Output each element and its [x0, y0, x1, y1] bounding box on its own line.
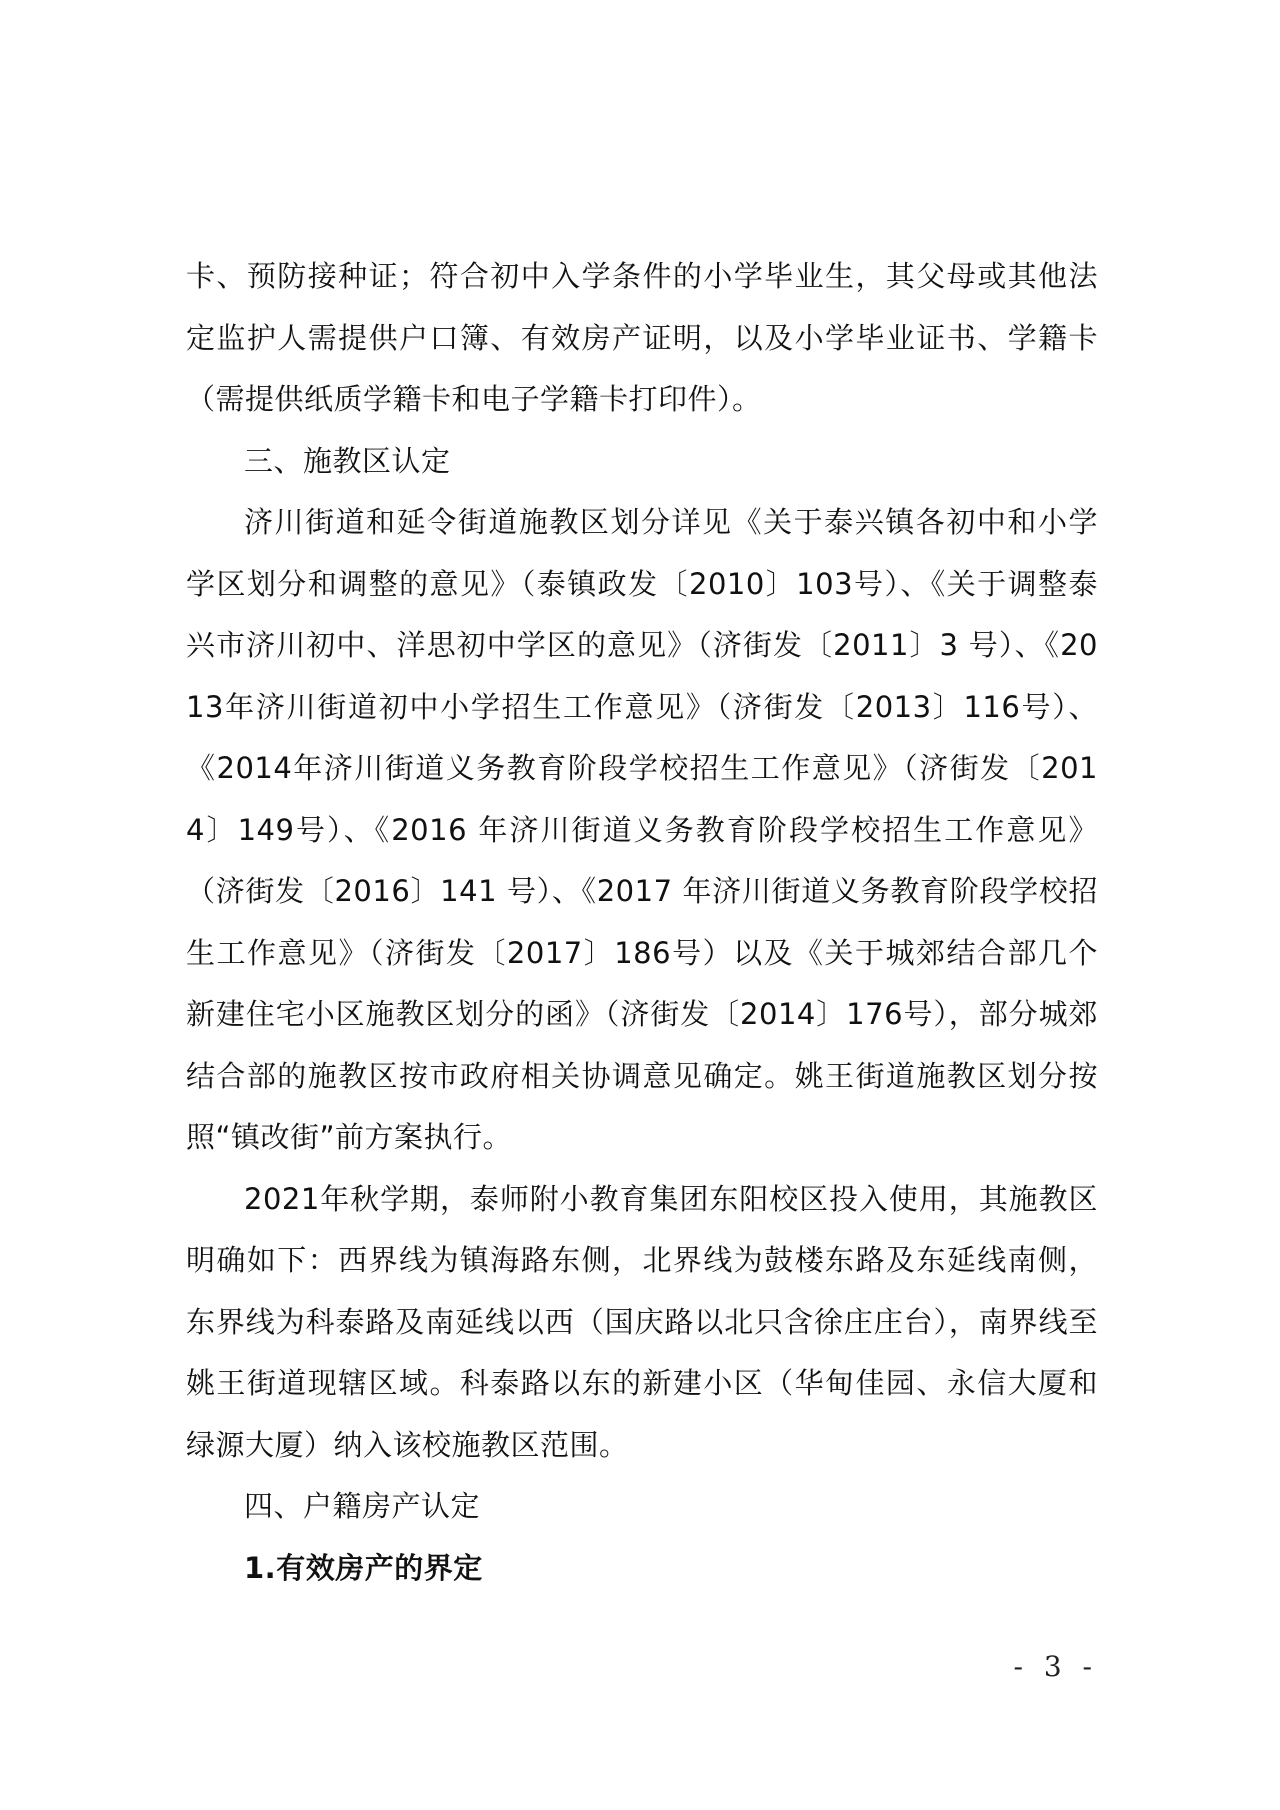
document-body — [186, 246, 1098, 1599]
paragraph-school-district-dongyang: 2021年秋学期，泰师附小教育集团东阳校区投入使用，其施教区明确如下：西界线为镇海路东侧，北界线为鼓楼东路及东延线南侧，东界线为科泰路及南延线以西（国庆路以北只含徐庄庄台），南界线至姚王街道现辖区域。科泰路以东的新建小区（华甸佳园、永信大厦和绿源大厦）纳入该校施教区范围。 — [186, 1181, 1098, 1462]
paragraph-school-district-jichuan: 济川街道和延令街道施教区划分详见《关于泰兴镇各初中和小学学区划分和调整的意见》（泰镇政发〔2010〕103号）、《关于调整泰兴市济川初中、洋思初中学区的意见》（济街发〔2011〕3 号）、《2013年济川街道初中小学招生工作意见》（济街发〔2013〕116号）、《2014年济川街道义务教育阶段学校招生工作意见》（济街发〔2014〕149号）、《2016 年济川街道义务教育阶段学校招生工作意见》（济街发〔2016〕141 号）、《2017 年济川街道义务教育阶段学校招生工作意见》（济街发〔2017〕186号）以及《关于城郊结合部几个新建住宅小区施教区划分的函》（济街发〔2014〕176号），部分城郊结合部的施教区按市政府相关协调意见确定。姚王街道施教区划分按照“镇改街”前方案执行。 — [186, 505, 1098, 1154]
document-page — [186, 0, 1098, 1810]
section-heading-3: 三、施教区认定 — [244, 443, 451, 478]
section-heading-4: 四、户籍房产认定 — [244, 1489, 481, 1523]
page-number: - 3 - — [1013, 1650, 1098, 1683]
paragraph-continuation: 卡、预防接种证；符合初中入学条件的小学毕业生，其父母或其他法定监护人需提供户口簿、有效房产证明，以及小学毕业证书、学籍卡（需提供纸质学籍卡和电子学籍卡打印件）。 — [186, 259, 1098, 416]
subsection-heading-1: 1.有效房产的界定 — [244, 1550, 483, 1585]
